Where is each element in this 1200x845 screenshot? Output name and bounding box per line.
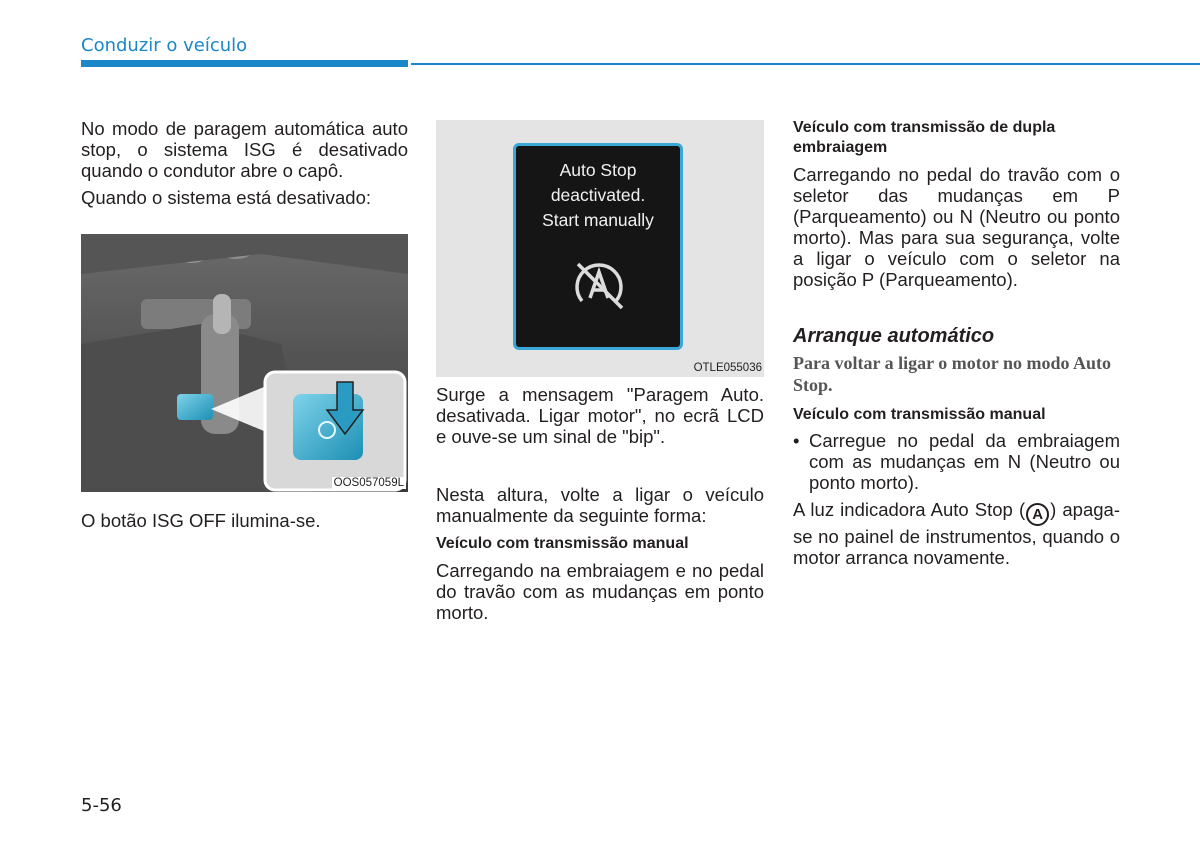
lcd-message	[516, 158, 680, 233]
column-3	[793, 118, 1120, 568]
page-number: 5-56	[81, 795, 122, 816]
lcd-line-3: Start manually	[542, 210, 654, 230]
figure-caption: OOS057059L	[333, 477, 404, 489]
column-1-bottom	[81, 510, 408, 531]
serif-subheading: Para voltar a ligar o motor no modo Auto Stop.	[793, 353, 1111, 395]
column-1	[81, 118, 408, 208]
auto-stop-off-icon	[568, 254, 630, 316]
header-rule-thick	[81, 60, 408, 67]
header-rule-thin	[411, 63, 1200, 65]
lcd-display	[513, 143, 683, 350]
isg-button-photo	[81, 234, 408, 492]
list-item-text: Carregue no pedal da embraiagem com as mudanças em N (Neutro ou ponto morto).	[809, 430, 1120, 493]
paragraph	[793, 499, 1120, 568]
paragraph: Surge a mensagem "Paragem Auto. desativada. Ligar motor", no ecrã LCD e ouve-se um sinal de "bip".	[436, 384, 764, 447]
subheading: Veículo com transmissão manual	[436, 535, 689, 552]
text-fragment: A luz indicadora Auto Stop (	[793, 499, 1026, 520]
paragraph: Nesta altura, volte a ligar o veículo manualmente da seguinte forma:	[436, 484, 764, 526]
paragraph: Quando o sistema está desativado:	[81, 187, 372, 208]
text-fragment: ) apaga-se no painel de instrumentos, quando o motor arranca novamente.	[793, 499, 1120, 568]
auto-stop-indicator-icon: A	[1026, 503, 1049, 526]
section-title: Arranque automático	[793, 325, 995, 347]
section-header: Conduzir o veículo	[81, 35, 248, 56]
figure-caption: OTLE055036	[693, 362, 762, 374]
paragraph: Carregando no pedal do travão com o seletor das mudanças em P (Parqueamento) ou N (Neutro ou ponto morto). Mas para sua segurança, volte a ligar o veículo com o seletor na posição P (Parqueamento).	[793, 164, 1120, 290]
lcd-message-figure	[436, 120, 764, 377]
bullet-icon: •	[793, 430, 800, 451]
console-illustration	[81, 234, 408, 492]
paragraph: O botão ISG OFF ilumina-se.	[81, 510, 321, 531]
column-2	[436, 384, 764, 623]
lcd-line-1: Auto Stop	[559, 160, 637, 180]
list-item	[793, 430, 1120, 493]
lcd-line-2: deactivated.	[550, 185, 646, 205]
subheading: Veículo com transmissão manual	[793, 406, 1046, 423]
paragraph: Carregando na embraiagem e no pedal do travão com as mudanças em ponto morto.	[436, 560, 764, 623]
subheading: Veículo com transmissão de dupla embraiagem	[793, 119, 1056, 156]
paragraph: No modo de paragem automática auto stop, o sistema ISG é desativado quando o condutor abre o capô.	[81, 118, 408, 181]
